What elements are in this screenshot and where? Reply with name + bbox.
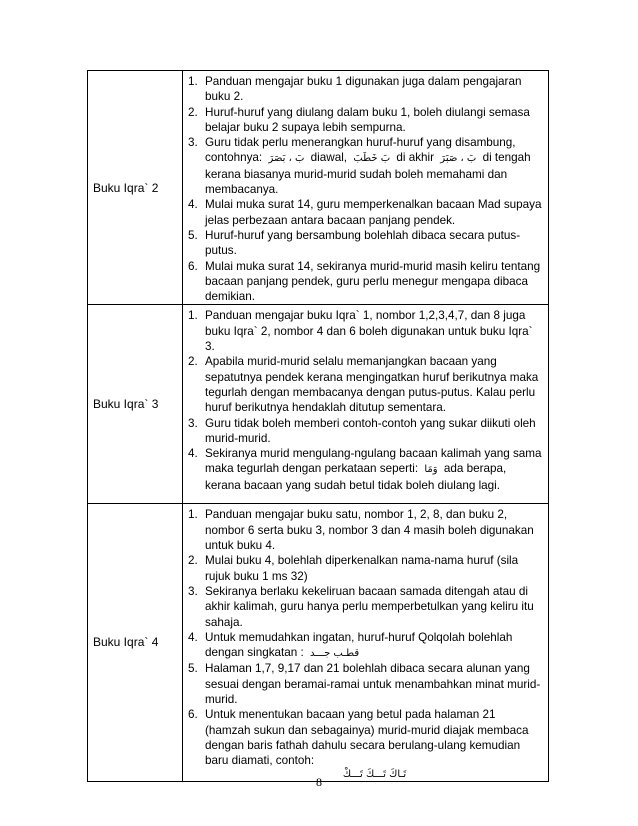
arabic-example: بَ ، صَبَرَ xyxy=(440,153,477,165)
arabic-example: بَ ، بَصَرَ xyxy=(268,153,305,165)
list-item: 3. Guru tidak boleh memberi contoh-contoh yang sukar diikuti oleh murid-murid. xyxy=(188,416,536,445)
row-content xyxy=(183,504,549,781)
arabic-example: بَ خَطَبَ xyxy=(353,153,391,165)
list-item: 5. Halaman 1,7, 9,17 dan 21 bolehlah dibaca secara alunan yang sesuai dengan beramai-ramai untuk menambahkan minat murid-murid. xyxy=(188,662,541,707)
list-item: 3. Guru tidak perlu menerangkan huruf-huruf yang disambung, contohnya: بَ ، بَصَرَ diawal, بَ خَطَبَ di akhir بَ ، صَبَرَ di tengah kerana biasanya murid-murid sudah boleh memahami dan membacanya. xyxy=(188,136,531,197)
row-content xyxy=(183,71,549,305)
list-item: 2. Huruf-huruf yang diulang dalam buku 1, boleh diulangi semasa belajar buku 2 supaya lebih sempurna. xyxy=(188,105,530,134)
table-row xyxy=(88,71,549,305)
list-item: 6. Untuk menentukan bacaan yang betul pada halaman 21 (hamzah sukun dan sebagainya) murid-murid diajak membaca dengan baris fathah dahulu secara berulang-ulang kemudian baru diamati, contoh: تَـاكَ تَـــكَ تَـــكْ xyxy=(188,707,544,780)
list-item: 1. Panduan mengajar buku 1 digunakan juga dalam pengajaran buku 2. xyxy=(188,75,522,104)
list-item: 1. Panduan mengajar buku Iqra` 1, nombor 1,2,3,4,7, dan 8 juga buku Iqra` 2, nombor 4 dan 6 boleh digunakan untuk buku Iqra` 3. xyxy=(188,309,533,354)
list-item: 6. Mulai muka surat 14, sekiranya murid-murid masih keliru tentang bacaan panjang pendek, guru perlu menegur mengapa dibaca demikian. xyxy=(188,259,541,304)
list-item: 5. Huruf-huruf yang bersambung bolehlah dibaca secara putus-putus. xyxy=(188,228,521,258)
list-item: 4. Mulai muka surat 14, guru memperkenalkan bacaan Mad supaya jelas perbezaan antara bacaan panjang pendek. xyxy=(188,198,542,227)
page-number: 8 xyxy=(316,775,322,789)
row-content xyxy=(183,305,549,504)
row-label: Buku Iqra` 4 xyxy=(88,504,183,781)
list-item: 4. Untuk memudahkan ingatan, huruf-huruf Qolqolah bolehlah dengan singkatan : قطـب جـــد xyxy=(188,630,513,660)
arabic-example: تَـاكَ تَـــكَ تَـــكْ xyxy=(342,768,407,780)
row-label: Buku Iqra` 2 xyxy=(88,71,183,305)
table-row xyxy=(88,305,549,504)
list-item: 3. Sekiranya berlaku kekeliruan bacaan samada ditengah atau di akhir kalimah, guru hanya perlu memperbetulkan yang keliru itu sahaja. xyxy=(188,584,534,629)
list-item: 1. Panduan mengajar buku satu, nombor 1, 2, 8, dan buku 2, nombor 6 serta buku 3, nombor 3 dan 4 masih boleh digunakan untuk buku 4. xyxy=(188,508,534,553)
row-label: Buku Iqra` 3 xyxy=(88,305,183,504)
list-item: 4. Sekiranya murid mengulang-ngulang bacaan kalimah yang sama maka tegurlah dengan perkataan seperti: وَمَا ada berapa, kerana bacaan yang sudah betul tidak boleh diulang lagi. xyxy=(188,447,542,492)
arabic-example: وَمَا xyxy=(424,464,438,476)
list-item: 2. Mulai buku 4, bolehlah diperkenalkan nama-nama huruf (sila rujuk buku 1 ms 32) xyxy=(188,554,519,583)
arabic-example: قطـب جـــد xyxy=(310,648,360,660)
guide-table xyxy=(87,70,549,782)
table-row xyxy=(88,504,549,781)
list-item: 2. Apabila murid-murid selalu memanjangkan bacaan yang sepatutnya pendek kerana mengingatkan huruf berikutnya maka tegurlah dengan membacanya dengan putus-putus. Kalau perlu huruf berikutnya hendaklah ditutup sementara. xyxy=(188,355,539,415)
